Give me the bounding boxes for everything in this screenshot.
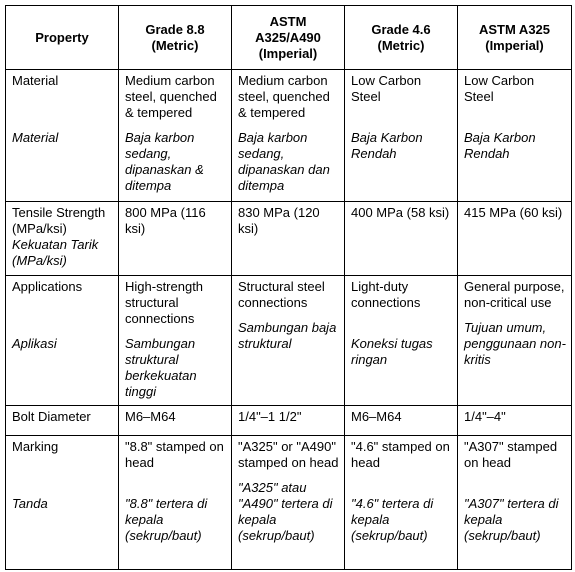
- property-cell: [6, 436, 119, 570]
- value-text: Structural steel connections: [238, 279, 325, 310]
- value-cell: [232, 406, 345, 436]
- value-text: High-strength structural connections: [125, 279, 204, 326]
- header-cell-astm-a325-a490: ASTM A325/A490 (Imperial): [232, 6, 345, 70]
- value-cell: [458, 70, 572, 202]
- property-label: Material: [12, 73, 59, 88]
- value-text: General purpose, non-critical use: [464, 279, 565, 310]
- value-text: M6–M64: [125, 409, 176, 424]
- value-cell: [345, 202, 458, 276]
- header-cell-grade-8-8: Grade 8.8 (Metric): [119, 6, 232, 70]
- property-label-translation: Material: [12, 130, 59, 145]
- property-label: Tensile Strength (MPa/ksi): [12, 205, 106, 236]
- value-translation: Sambungan baja struktural: [238, 320, 337, 351]
- value-translation: "8.8" tertera di kepala (sekrup/baut): [125, 496, 208, 543]
- value-cell: [345, 70, 458, 202]
- value-cell: [458, 202, 572, 276]
- bolt-grade-comparison-table: [5, 5, 572, 570]
- value-translation: Tujuan umum, penggunaan non-kritis: [464, 320, 566, 367]
- property-cell: [6, 202, 119, 276]
- value-text: "8.8" stamped on head: [125, 439, 224, 470]
- property-label-translation: Tanda: [12, 496, 48, 511]
- value-translation: "A307" tertera di kepala (sekrup/baut): [464, 496, 559, 543]
- value-cell: [232, 70, 345, 202]
- value-text: 1/4"–1 1/2": [238, 409, 302, 424]
- table-row: [6, 276, 572, 406]
- value-translation: "4.6" tertera di kepala (sekrup/baut): [351, 496, 434, 543]
- value-cell: [458, 436, 572, 570]
- value-text: 800 MPa (116 ksi): [125, 205, 206, 236]
- value-text: M6–M64: [351, 409, 402, 424]
- property-label-translation: Aplikasi: [12, 336, 57, 351]
- property-label-translation: Kekuatan Tarik (MPa/ksi): [12, 237, 99, 268]
- header-cell-grade-4-6: Grade 4.6 (Metric): [345, 6, 458, 70]
- value-text: Medium carbon steel, quenched & tempered: [125, 73, 217, 120]
- value-cell: [345, 436, 458, 570]
- value-text: "A325" or "A490" stamped on head: [238, 439, 339, 470]
- table-row: [6, 406, 572, 436]
- value-cell: [458, 276, 572, 406]
- value-translation: Baja karbon sedang, dipanaskan & ditempa: [125, 130, 204, 193]
- value-cell: [119, 436, 232, 570]
- value-translation: Baja karbon sedang, dipanaskan dan ditempa: [238, 130, 330, 193]
- table-container: [5, 5, 572, 570]
- value-translation: Baja Karbon Rendah: [351, 130, 423, 161]
- value-cell: [458, 406, 572, 436]
- value-text: Low Carbon Steel: [464, 73, 535, 104]
- value-translation: Sambungan struktural berkekuatan tinggi: [125, 336, 197, 399]
- property-cell: [6, 276, 119, 406]
- property-label: Applications: [12, 279, 83, 294]
- value-text: 1/4"–4": [464, 409, 506, 424]
- value-cell: [119, 276, 232, 406]
- value-cell: [345, 406, 458, 436]
- value-text: 415 MPa (60 ksi): [464, 205, 563, 220]
- value-text: Low Carbon Steel: [351, 73, 422, 104]
- value-cell: [119, 406, 232, 436]
- property-label: Bolt Diameter: [12, 409, 91, 424]
- table-row: [6, 70, 572, 202]
- table-row: [6, 436, 572, 570]
- table-row: [6, 202, 572, 276]
- value-text: "4.6" stamped on head: [351, 439, 450, 470]
- value-text: "A307" stamped on head: [464, 439, 558, 470]
- property-cell: [6, 70, 119, 202]
- property-cell: [6, 406, 119, 436]
- value-translation: Koneksi tugas ringan: [351, 336, 433, 367]
- value-translation: "A325" atau "A490" tertera di kepala (sekrup/baut): [238, 480, 333, 543]
- value-cell: [119, 70, 232, 202]
- header-cell-astm-a325: ASTM A325 (Imperial): [458, 6, 572, 70]
- value-cell: [345, 276, 458, 406]
- value-text: Medium carbon steel, quenched & tempered: [238, 73, 330, 120]
- value-text: 830 MPa (120 ksi): [238, 205, 320, 236]
- header-cell-property: Property: [6, 6, 119, 70]
- value-translation: Baja Karbon Rendah: [464, 130, 536, 161]
- value-text: Light-duty connections: [351, 279, 421, 310]
- value-cell: [232, 202, 345, 276]
- value-text: 400 MPa (58 ksi): [351, 205, 450, 220]
- value-cell: [232, 436, 345, 570]
- property-label: Marking: [12, 439, 59, 454]
- header-row: [6, 6, 572, 70]
- value-cell: [119, 202, 232, 276]
- value-cell: [232, 276, 345, 406]
